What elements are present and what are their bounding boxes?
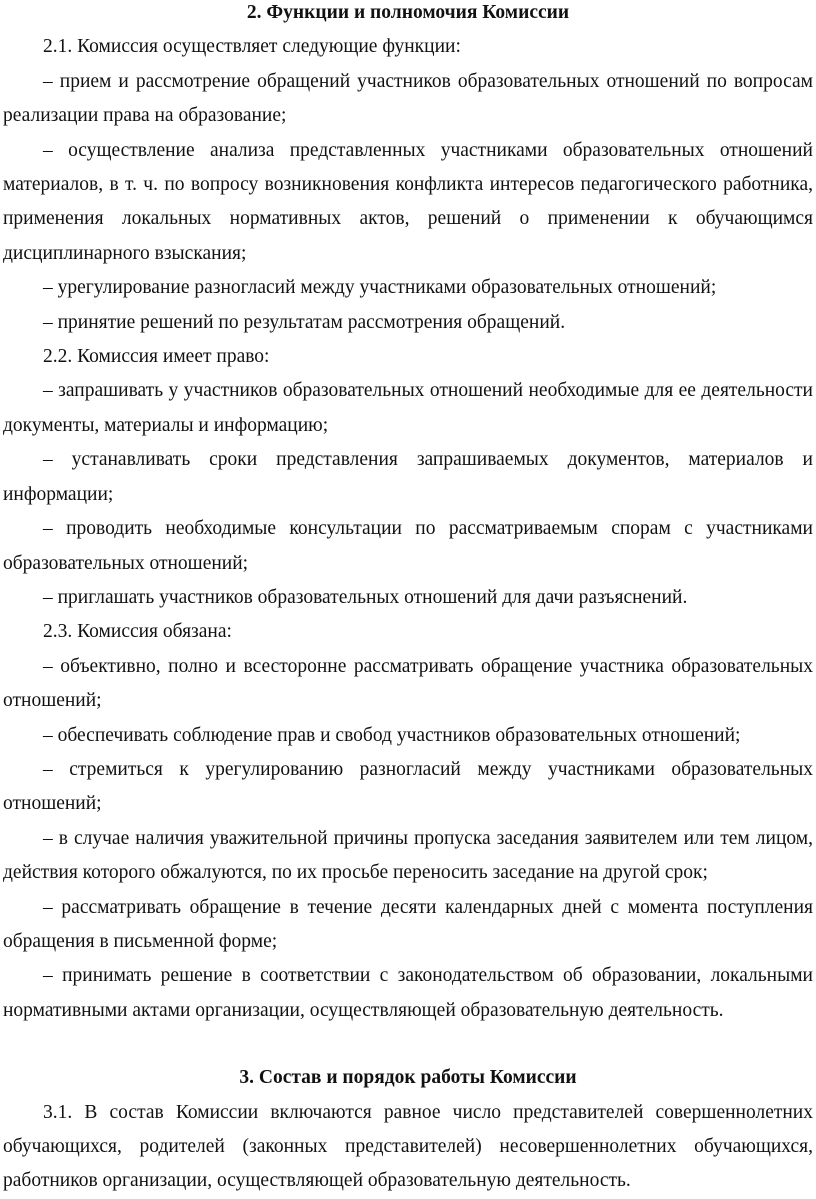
paragraph-2-3: 2.3. Комиссия обязана: <box>43 621 232 643</box>
list-item-rights-1: – запрашивать у участников образовательных отношений необходимые для ее деятельности документы, материалы и информацию; <box>3 380 813 436</box>
list-item-duties-4: – в случае наличия уважительной причины пропуска заседания заявителем или тем лицом, действия которого обжалуются, по их просьбе переносить заседание на другой срок; <box>3 827 813 884</box>
paragraph-2-1: 2.1. Комиссия осуществляет следующие функции: <box>43 36 461 58</box>
list-item-functions-1: – прием и рассмотрение обращений участников образовательных отношений по вопросам реализации права на образование; <box>3 70 813 127</box>
list-item-duties-5: – рассматривать обращение в течение десяти календарных дней с момента поступления обращения в письменной форме; <box>3 896 813 952</box>
list-item-functions-3: – урегулирование разногласий между участниками образовательных отношений; <box>43 277 717 299</box>
section-3-title: 3. Состав и порядок работы Комиссии <box>239 1067 577 1089</box>
list-item-rights-3: – проводить необходимые консультации по рассматриваемым спорам с участниками образовательных отношений; <box>3 518 813 574</box>
list-item-rights-2: – устанавливать сроки представления запрашиваемых документов, материалов и информации; <box>3 449 813 505</box>
paragraph-3-1: 3.1. В состав Комиссии включаются равное число представителей совершеннолетних обучающихся, родителей (законных представителей) несовершеннолетних обучающихся, работников организации, осуществляющей образовательную деятельность. <box>3 1101 813 1192</box>
list-item-duties-6: – принимать решение в соответствии с законодательством об образовании, локальными нормативными актами организации, осуществляющей образовательную деятельность. <box>3 965 813 1021</box>
list-item-rights-4: – приглашать участников образовательных отношений для дачи разъяснений. <box>43 586 688 608</box>
list-item-duties-2: – обеспечивать соблюдение прав и свобод участников образовательных отношений; <box>43 724 741 746</box>
list-item-duties-3: – стремиться к урегулированию разногласий между участниками образовательных отношений; <box>3 758 813 815</box>
list-item-duties-1: – объективно, полно и всесторонне рассматривать обращение участника образовательных отношений; <box>3 655 813 712</box>
section-2-title: 2. Функции и полномочия Комиссии <box>246 2 570 23</box>
list-item-functions-2: – осуществление анализа представленных участниками образовательных отношений материалов, в т. ч. по вопросу возникновения конфликта интересов педагогического работника, применения локальных нормативных актов, решений о применении к обучающимся дисциплинарного взыскания; <box>3 139 813 264</box>
paragraph-2-2: 2.2. Комиссия имеет право: <box>43 346 270 368</box>
list-item-functions-4: – принятие решений по результатам рассмотрения обращений. <box>43 311 566 333</box>
